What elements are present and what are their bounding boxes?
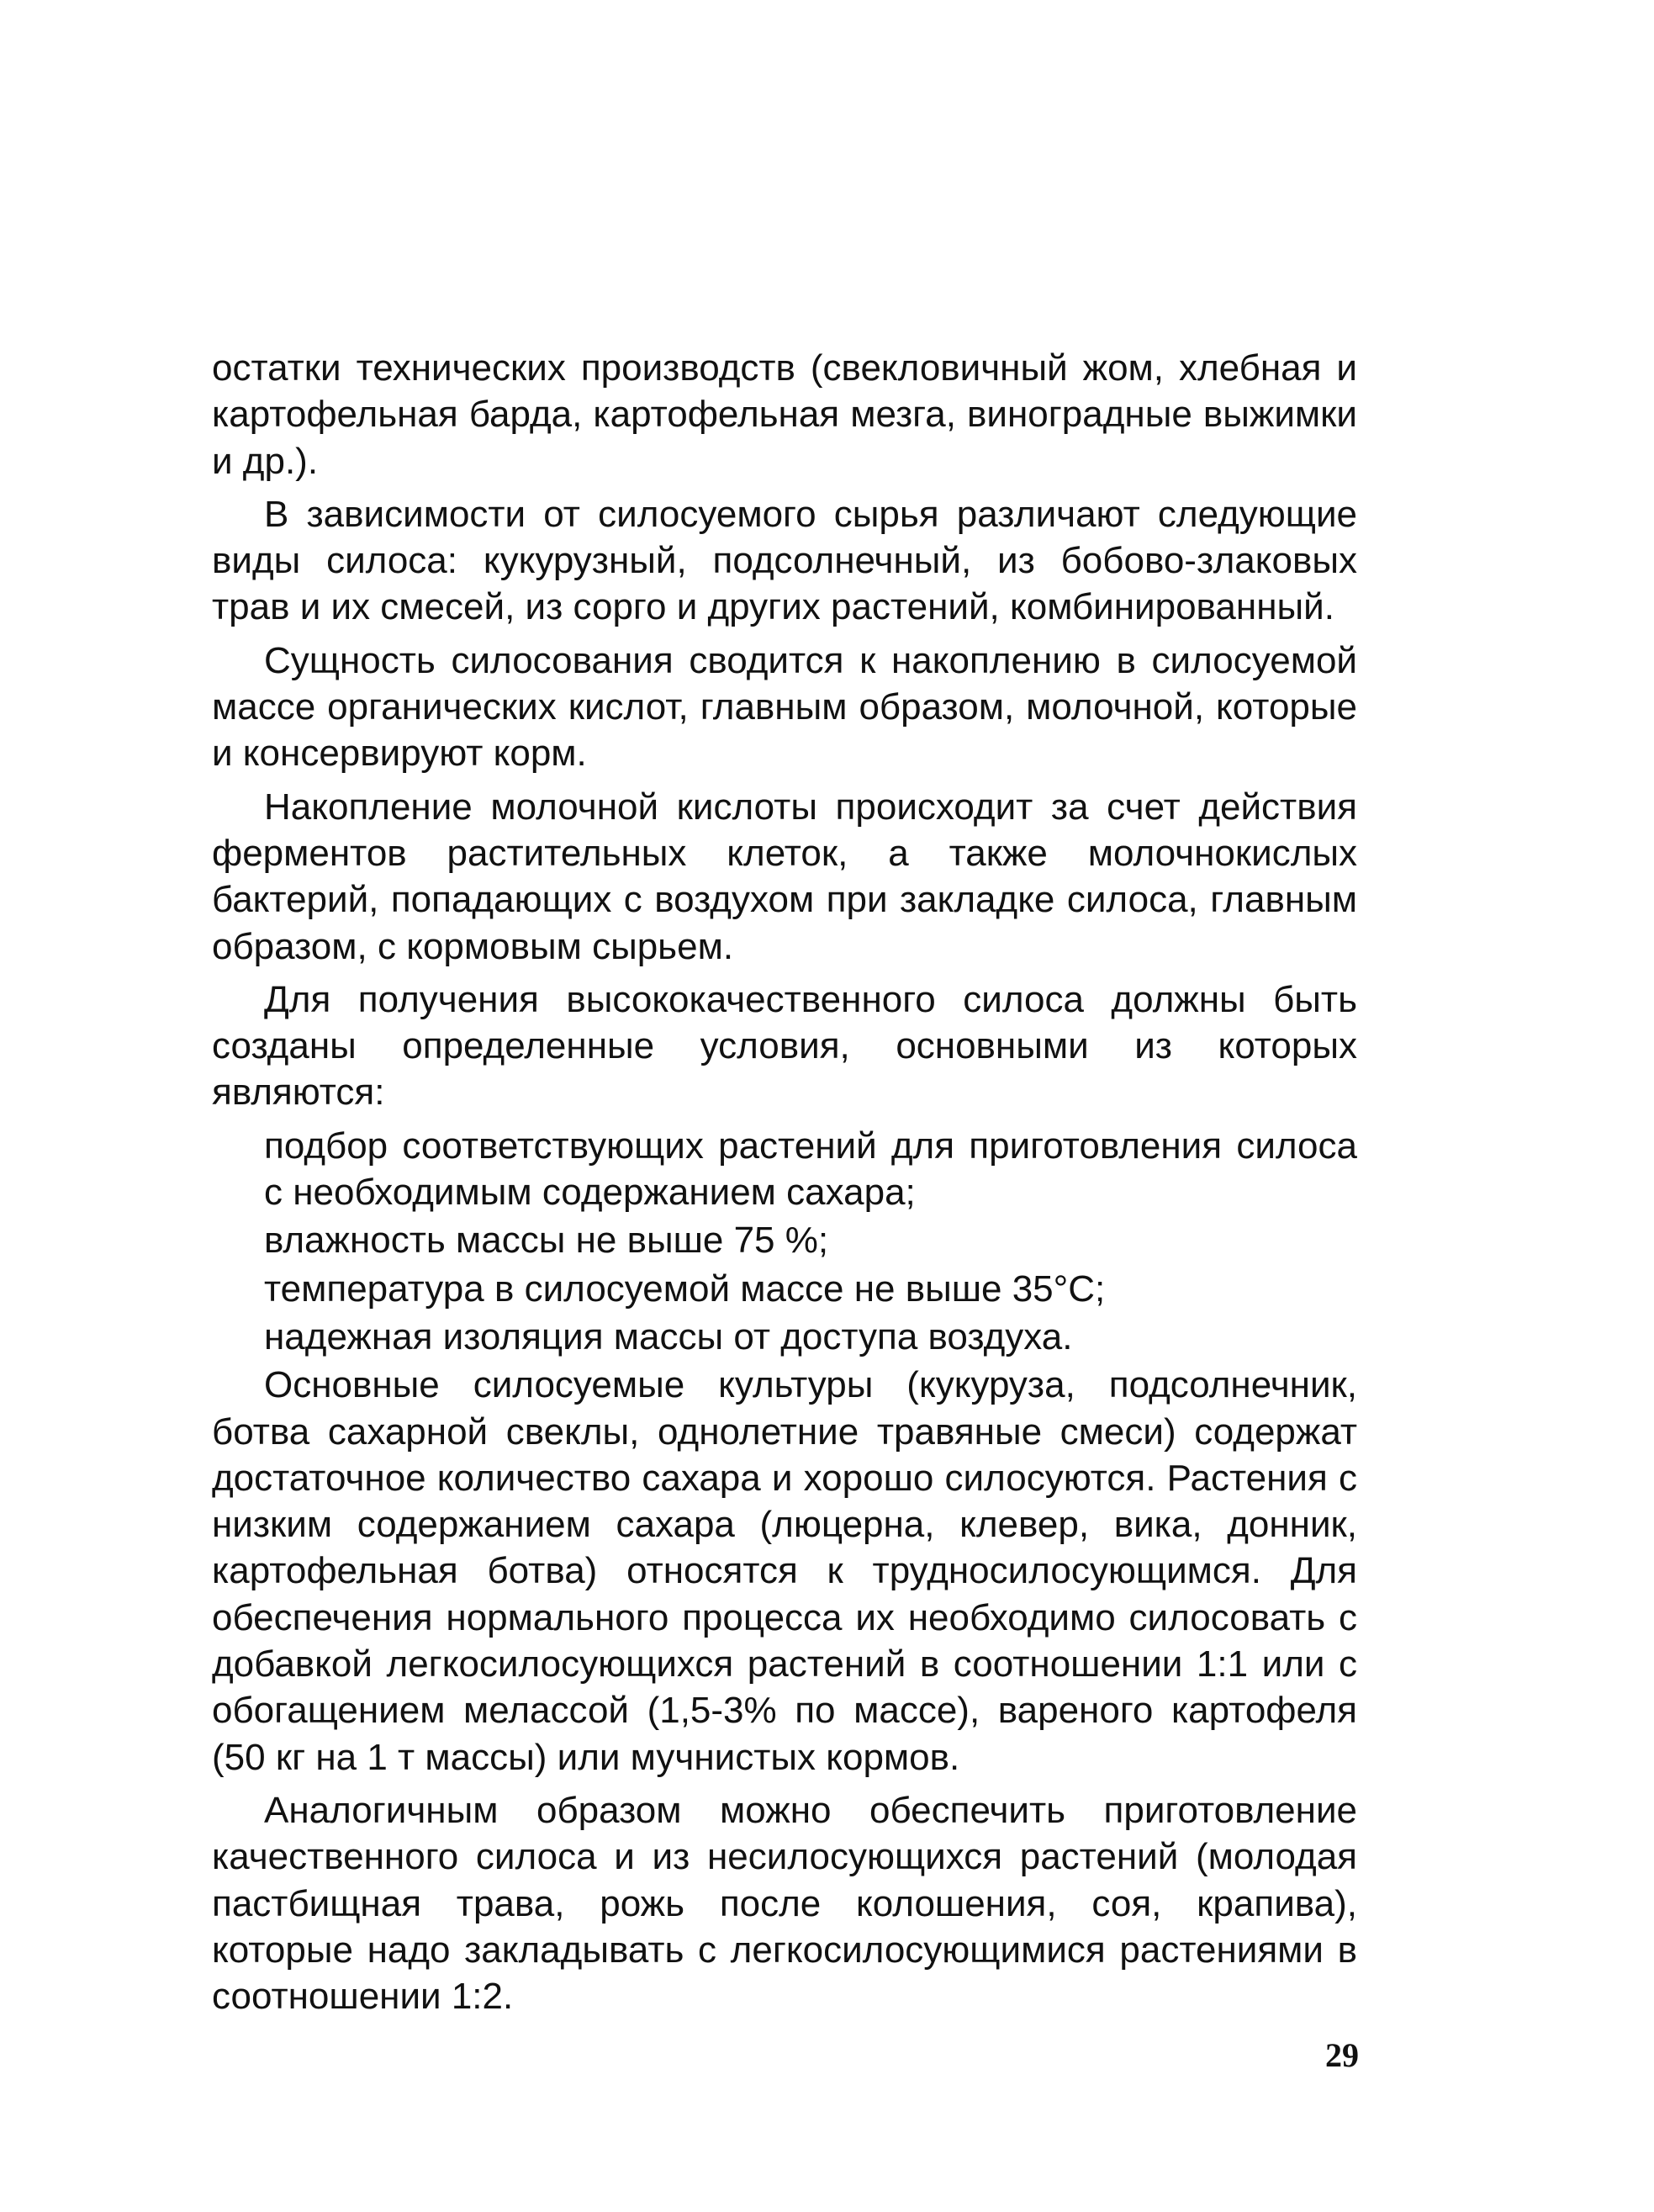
- body-text: [212, 345, 1357, 2026]
- paragraph-silage-essence: Сущность силосования сводится к накоплению в силосуемой массе органических кислот, главным образом, молочной, которые и консервируют корм.: [212, 639, 1357, 775]
- condition-item: влажность массы не выше 75 %;: [264, 1220, 829, 1262]
- condition-item: температура в силосуемой массе не выше 35°С;: [264, 1267, 1106, 1310]
- page-number: 29: [1325, 2036, 1359, 2074]
- condition-item: подбор соответствующих растений для приготовления силоса с необходимым содержанием сахара;: [264, 1125, 1357, 1214]
- paragraph-silage-types: В зависимости от силосуемого сырья различают следующие виды силоса: кукурузный, подсолнечный, из бобово-злаковых трав и их смесей, из сорго и других растений, комбинированный.: [212, 493, 1357, 628]
- paragraph-conditions-intro: Для получения высококачественного силоса должны быть созданы определенные условия, основными из которых являются:: [212, 978, 1357, 1114]
- condition-item: надежная изоляция массы от доступа воздуха.: [264, 1315, 1073, 1357]
- paragraph-non-silage-plants: Аналогичным образом можно обеспечить приготовление качественного силоса и из несилосующихся растений (молодая пастбищная трава, рожь после колошения, соя, крапива), которые надо закладывать с легкосилосующимися растениями в соотношении 1:2.: [212, 1789, 1357, 2018]
- paragraph-continuation: остатки технических производств (свекловичный жом, хлебная и картофельная барда, картофельная мезга, виноградные выжимки и др.).: [212, 347, 1357, 482]
- paragraph-silage-crops: Основные силосуемые культуры (кукуруза, подсолнечник, ботва сахарной свеклы, однолетние травяные смеси) содержат достаточное количество сахара и хорошо силосуются. Растения с низким содержанием сахара (люцерна, клевер, вика, донник, картофельная ботва) относятся к трудносилосующимся. Для обеспечения нормального процесса их необходимо силосовать с добавкой легкосилосующихся растений в соотношении 1:1 или с обогащением мелассой (1,5-3% по массе), вареного картофеля (50 кг на 1 т массы) или мучнистых кормов.: [212, 1364, 1357, 1778]
- paragraph-lactic-acid: Накопление молочной кислоты происходит за счет действия ферментов растительных клеток, а также молочнокислых бактерий, попадающих с воздухом при закладке силоса, главным образом, с кормовым сырьем.: [212, 786, 1357, 967]
